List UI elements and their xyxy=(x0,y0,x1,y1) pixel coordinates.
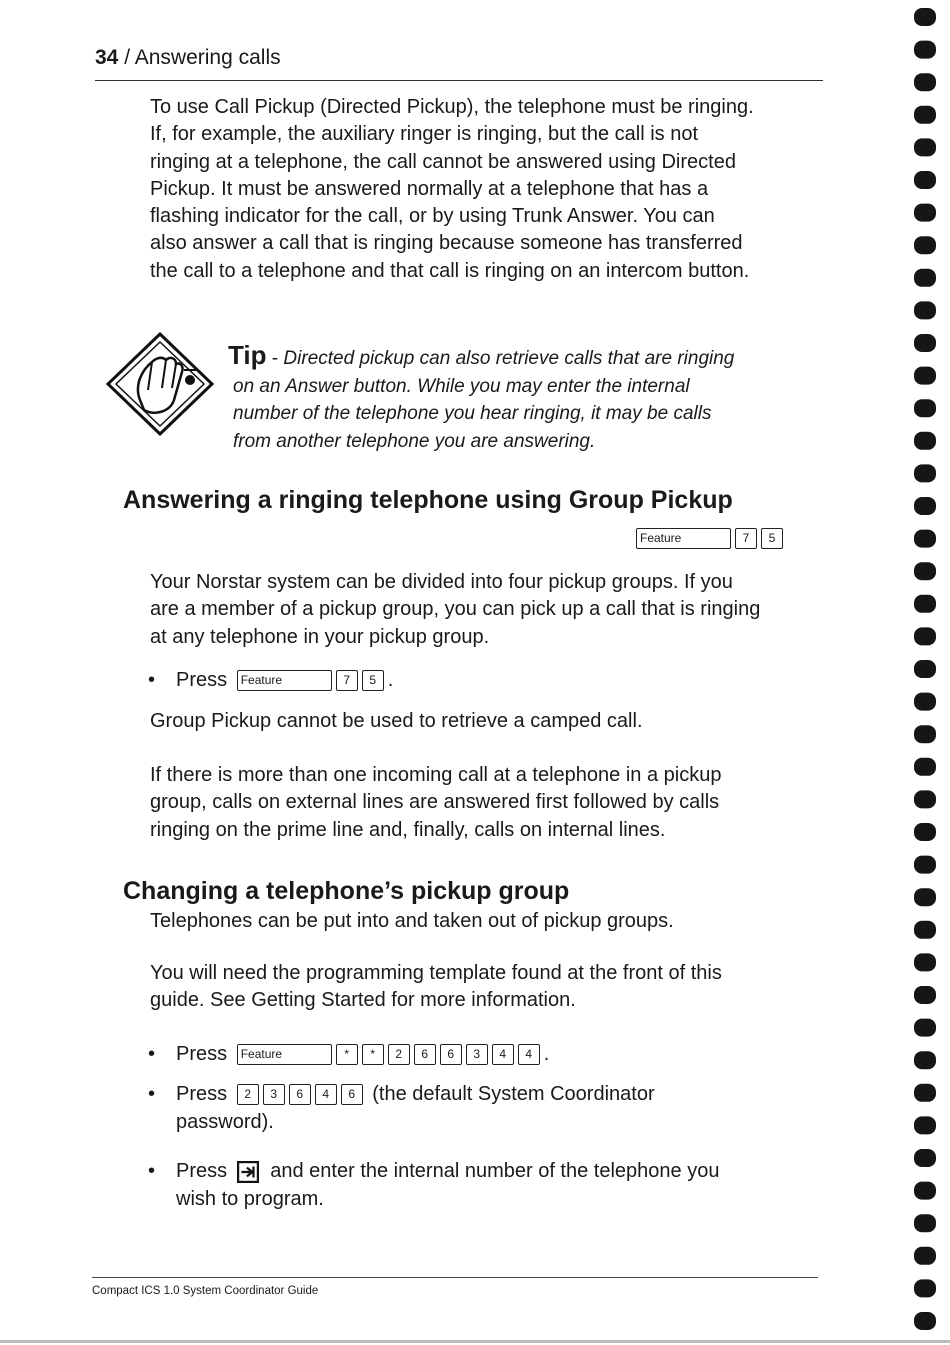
bullet-lead: Press xyxy=(176,669,228,691)
binding-hole xyxy=(914,367,936,385)
tip-line: on an Answer button. While you may enter the internal xyxy=(233,375,690,397)
paragraph-line: You will need the programming template found at the front of this xyxy=(150,962,722,984)
tip-hand-icon xyxy=(104,330,216,438)
star-key: * xyxy=(336,1044,358,1065)
binding-hole xyxy=(914,660,936,678)
dial-key: 4 xyxy=(315,1084,337,1105)
section-title: Answering calls xyxy=(134,46,281,69)
bullet-tail: and enter the internal number of the telephone you xyxy=(270,1160,720,1182)
binding-hole xyxy=(914,8,936,26)
bullet-dot: • xyxy=(148,1160,156,1182)
section-heading-changing-group: Changing a telephone’s pickup group xyxy=(123,877,570,905)
binding-hole xyxy=(914,334,936,352)
right-arrow-key-icon xyxy=(237,1161,259,1183)
bullet-lead: Press xyxy=(176,1160,228,1182)
dial-key: 7 xyxy=(735,528,757,549)
header-separator: / xyxy=(118,46,135,69)
group-pickup-paragraph xyxy=(150,569,830,651)
dial-key: 4 xyxy=(518,1044,540,1065)
star-key: * xyxy=(362,1044,384,1065)
binding-hole xyxy=(914,790,936,808)
bullet-tail: (the default System Coordinator xyxy=(372,1083,655,1105)
binding-hole xyxy=(914,1279,936,1297)
tip-line: number of the telephone you hear ringing, it may be calls xyxy=(233,403,712,424)
binding-hole xyxy=(914,236,936,254)
intro-paragraph xyxy=(150,94,830,285)
binding-hole xyxy=(914,269,936,287)
bullet-end: . xyxy=(543,1043,550,1065)
binding-hole xyxy=(914,301,936,319)
group-pickup-keys xyxy=(636,528,787,549)
binding-hole xyxy=(914,1312,936,1330)
binding-hole xyxy=(914,693,936,711)
dial-key: 2 xyxy=(388,1044,410,1065)
intro-line: If, for example, the auxiliary ringer is ringing, but the call is not xyxy=(150,123,699,146)
bullet-dot: • xyxy=(148,1083,156,1105)
binding-hole xyxy=(914,432,936,450)
binding-hole xyxy=(914,823,936,841)
group-pickup-paragraph-2 xyxy=(150,762,830,844)
binding-hole xyxy=(914,1214,936,1232)
paragraph-line: are a member of a pickup group, you can pick up a call that is ringing xyxy=(150,598,761,621)
footer-rule xyxy=(92,1277,818,1278)
header-rule xyxy=(95,80,823,81)
tip-block xyxy=(228,342,828,455)
section-heading-group-pickup: Answering a ringing telephone using Group Pickup xyxy=(123,486,733,514)
binding-hole xyxy=(914,1051,936,1069)
binding-hole xyxy=(914,497,936,515)
dial-key: 4 xyxy=(492,1044,514,1065)
intro-line: the call to a telephone and that call is ringing on an intercom button. xyxy=(150,259,750,282)
paragraph-line: guide. See Getting Started for more information. xyxy=(150,989,576,1012)
binding-hole xyxy=(914,758,936,776)
binding-hole xyxy=(914,399,936,417)
paragraph-line: at any telephone in your pickup group. xyxy=(150,625,490,648)
bullet-continuation: password). xyxy=(176,1110,274,1133)
bullet-continuation: wish to program. xyxy=(176,1187,324,1210)
intro-line: flashing indicator for the call, or by using Trunk Answer. You can xyxy=(150,205,715,228)
bullet-lead: Press xyxy=(176,1043,228,1065)
paragraph-line: ringing on the prime line and, finally, calls on internal lines. xyxy=(150,818,666,841)
binding-hole xyxy=(914,464,936,482)
binding-hole xyxy=(914,1084,936,1102)
dial-key: 5 xyxy=(362,670,384,691)
dial-key: 7 xyxy=(336,670,358,691)
binding-hole xyxy=(914,595,936,613)
binding-hole xyxy=(914,627,936,645)
feature-key: Feature xyxy=(237,670,332,691)
changing-line: Telephones can be put into and taken out of pickup groups. xyxy=(150,910,674,932)
bullet-end: . xyxy=(387,669,394,691)
binding-hole xyxy=(914,888,936,906)
binding-hole xyxy=(914,204,936,222)
changing-paragraph xyxy=(150,960,830,1015)
feature-key: Feature xyxy=(237,1044,332,1065)
spiral-binding-icon xyxy=(910,0,950,1345)
binding-hole xyxy=(914,138,936,156)
page-bottom-edge xyxy=(0,1340,950,1343)
binding-hole xyxy=(914,1247,936,1265)
dial-key: 5 xyxy=(761,528,783,549)
tip-line: Directed pickup can also retrieve calls that are ringing xyxy=(283,348,735,369)
tip-dash: - xyxy=(266,348,284,369)
dial-key: 6 xyxy=(414,1044,436,1065)
page-number: 34 xyxy=(95,46,119,69)
dial-key: 6 xyxy=(440,1044,462,1065)
footer-text: Compact ICS 1.0 System Coordinator Guide xyxy=(92,1285,319,1297)
paragraph-line: Your Norstar system can be divided into four pickup groups. If you xyxy=(150,571,733,593)
binding-hole xyxy=(914,171,936,189)
binding-hole xyxy=(914,1182,936,1200)
intro-line: Pickup. It must be answered normally at a telephone that has a xyxy=(150,177,709,200)
page-header xyxy=(95,46,281,70)
dial-key: 3 xyxy=(263,1084,285,1105)
intro-line: ringing at a telephone, the call cannot be answered using Directed xyxy=(150,150,736,173)
dial-key: 2 xyxy=(237,1084,259,1105)
binding-hole xyxy=(914,725,936,743)
binding-hole xyxy=(914,1149,936,1167)
bullet-lead: Press xyxy=(176,1083,228,1105)
binding-hole xyxy=(914,41,936,59)
binding-hole xyxy=(914,856,936,874)
binding-hole xyxy=(914,73,936,91)
paragraph-line: If there is more than one incoming call at a telephone in a pickup xyxy=(150,764,722,786)
bullet-dot: • xyxy=(148,669,156,691)
binding-hole xyxy=(914,921,936,939)
paragraph-line: group, calls on external lines are answered first followed by calls xyxy=(150,791,720,814)
group-pickup-note: Group Pickup cannot be used to retrieve a camped call. xyxy=(150,710,643,732)
dial-key: 3 xyxy=(466,1044,488,1065)
binding-hole xyxy=(914,986,936,1004)
binding-hole xyxy=(914,530,936,548)
binding-hole xyxy=(914,1019,936,1037)
feature-key: Feature xyxy=(636,528,731,549)
binding-hole xyxy=(914,1116,936,1134)
binding-hole xyxy=(914,106,936,124)
intro-line: To use Call Pickup (Directed Pickup), the telephone must be ringing. xyxy=(150,96,754,118)
dial-key: 6 xyxy=(341,1084,363,1105)
bullet-dot: • xyxy=(148,1043,156,1065)
tip-line: from another telephone you are answering. xyxy=(233,430,596,452)
intro-line: also answer a call that is ringing because someone has transferred xyxy=(150,232,743,255)
tip-label: Tip xyxy=(228,340,267,370)
binding-hole xyxy=(914,953,936,971)
binding-hole xyxy=(914,562,936,580)
dial-key: 6 xyxy=(289,1084,311,1105)
